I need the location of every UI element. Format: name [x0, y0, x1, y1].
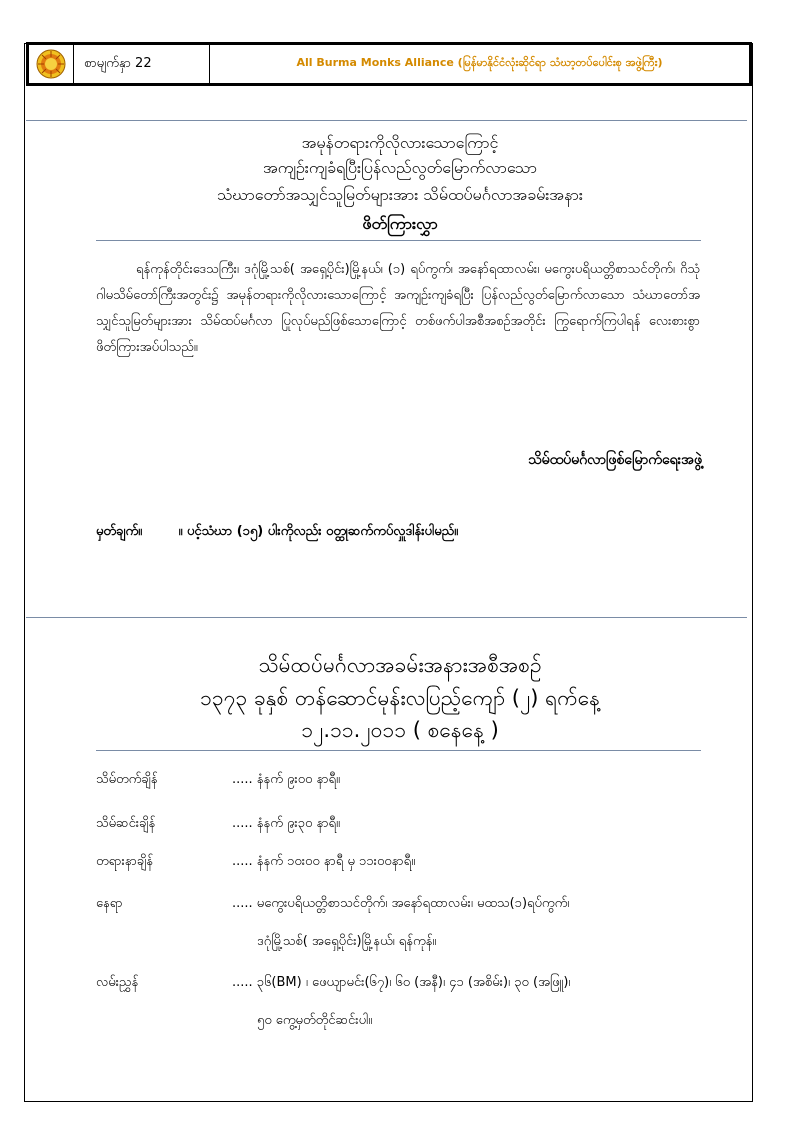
heading-line-1: အမုန်တရားကိုလိုလားသောကြောင့်	[301, 133, 499, 152]
organization-name: All Burma Monks Alliance (မြန်မာနိုင်ငံလုံးဆိုင်ရာ သံဃာ့တပ်ပေါင်းစု အဖွဲ့ကြီး)	[296, 56, 663, 69]
schedule-label: သိမ်တက်ချိန်	[96, 772, 158, 787]
schedule-row	[96, 853, 415, 872]
heading-line-3: သံဃာတော်အသျှင်သူမြတ်များအား သိမ်ထပ်မင်္ဂလာအခမ်းအနား	[217, 185, 583, 204]
header-logo-cell	[29, 45, 74, 83]
schedule-continuation: ဒဂုံမြို့သစ်( အရှေ့ပိုင်း)မြို့နယ်၊ ရန်ကုန်။	[257, 934, 437, 949]
heading-line-2: အကျဉ်းကျခံရပြီးပြန်လည်လွတ်မြောက်လာသော	[263, 158, 537, 177]
abma-logo-icon	[36, 49, 66, 79]
program-title: သိမ်ထပ်မင်္ဂလာအခမ်းအနားအစီအစဉ်	[258, 653, 542, 677]
note-text: ။ ပင့်သံဃာ (၁၅) ပါးကိုလည်း ဝတ္ထုဆက်ကပ်လှူဒါန်းပါမည်။	[178, 524, 459, 539]
signature: သိမ်ထပ်မင်္ဂလာဖြစ်မြောက်ရေးအဖွဲ့	[528, 452, 702, 468]
schedule-label: သိမ်ဆင်းချိန်	[96, 816, 156, 831]
invitation-title: ဖိတ်ကြားလွှာ	[362, 214, 438, 233]
schedule-label: လမ်းညွှန်	[96, 975, 139, 990]
divider	[96, 750, 701, 751]
schedule-label: နေရာ	[96, 896, 123, 911]
schedule-value: ..... မကွေးပရိယတ္တိစာသင်တိုက်၊ အနော်ရထာလမ်း၊ မထသ(၁)ရပ်ကွက်၊	[232, 896, 570, 911]
schedule-row	[96, 815, 340, 834]
page-number: စာမျက်နှာ 22	[74, 45, 210, 83]
divider	[96, 240, 701, 241]
schedule-row	[96, 771, 340, 790]
schedule-label: တရားနာချိန်	[96, 854, 153, 869]
note-label: မှတ်ချက်။	[96, 524, 143, 539]
schedule-continuation: ၅၀ ကွေ့မှတ်တိုင်ဆင်းပါ။	[257, 1013, 373, 1028]
schedule-value: ..... နံနက် ၉း၃၀ နာရီ။	[232, 816, 340, 831]
schedule-row	[96, 895, 569, 914]
schedule-value: ..... ၃၆(BM) ၊ ဖေယျာမင်း(၆၇)၊ ၆၀ (အနီ)၊ ၄၁ (အစိမ်း)၊ ၃၀ (အဖြူ)၊	[232, 975, 571, 990]
divider	[26, 120, 747, 121]
schedule-row	[96, 974, 570, 993]
program-date-numeric: ၁၂.၁၁.၂၀၁၁ ( စနေနေ့ )	[301, 718, 499, 742]
divider	[26, 617, 747, 618]
note	[96, 523, 458, 542]
header-bar	[26, 42, 752, 86]
schedule-value: ..... နံနက် ၉း၀၀ နာရီ။	[232, 772, 340, 787]
program-date-line: ၁၃၇၃ ခုနှစ် တန်ဆောင်မုန်းလပြည့်ကျော် (၂) ရက်နေ့	[199, 686, 601, 710]
schedule-value: ..... နံနက် ၁၀း၀၀ နာရီ မှ ၁၁း၀၀နာရီ။	[232, 854, 416, 869]
invitation-body: ရန်ကုန်တိုင်းဒေသကြီး၊ ဒဂုံမြို့သစ်( အရှေ့ပိုင်း)မြို့နယ်၊ (၁) ရပ်ကွက်၊ အနော်ရထာလမ်း၊ မကွေးပရိယတ္တိစာသင်တိုက်၊ ဂိသုံဂါမသိမ်တော်ကြီးအတွင်း၌ အမုန်တရားကိုလိုလားသောကြောင့် အကျဉ်းကျခံရပြီး ပြန်လည်လွတ်မြောက်လာသော သံဃာတော်အသျှင်သူမြတ်များအား သိမ်ထပ်မင်္ဂလာ ပြုလုပ်မည်ဖြစ်သောကြောင့် တစ်ဖက်ပါအစီအစဉ်အတိုင်း ကြွရောက်ကြပါရန် လေးစားစွာဖိတ်ကြားအပ်ပါသည်။	[96, 262, 700, 355]
